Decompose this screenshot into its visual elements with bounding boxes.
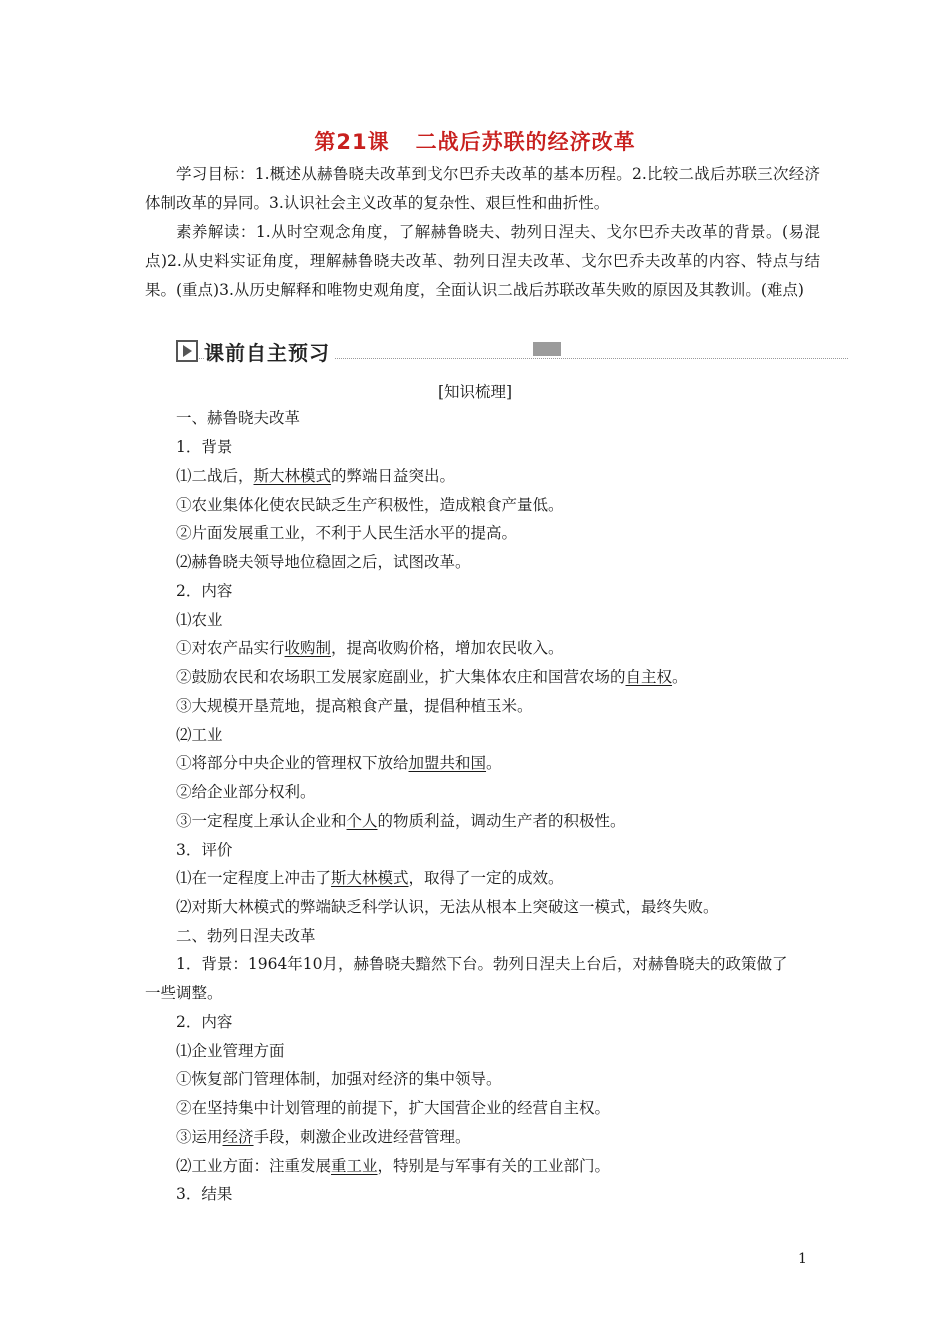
underlined-term: 斯大林模式 — [253, 467, 332, 485]
text-line: ⑵赫鲁晓夫领导地位稳固之后，试图改革。 — [176, 553, 471, 571]
underlined-term: 斯大林模式 — [331, 869, 409, 887]
text-paragraph: 1．背景：1964年10月，赫鲁晓夫黯然下台。勃列日涅夫上台后，对赫鲁晓夫的政策做了一些调整。 — [145, 955, 788, 1002]
underlined-term: 重工业 — [331, 1157, 378, 1175]
knowledge-heading: [知识梳理] — [437, 383, 513, 401]
literacy-interpretation: 素养解读：1.从时空观念角度，了解赫鲁晓夫、勃列日涅夫、戈尔巴乔夫改革的背景。(易混点)2.从史料实证角度，理解赫鲁晓夫改革、勃列日涅夫改革、戈尔巴乔夫改革的内容、特点与结果。(重点)3.从历史解释和唯物史观角度，全面认识二战后苏联改革失败的原因及其教训。(难点) — [145, 223, 820, 299]
heading-brezhnev: 二、勃列日涅夫改革 — [176, 927, 316, 945]
underlined-term: 收购制 — [284, 639, 332, 657]
text-line: ⑴二战后，斯大林模式的弊端日益突出。 — [176, 467, 456, 485]
subheading-enterprise: ⑴企业管理方面 — [176, 1042, 285, 1060]
text-line: ①恢复部门管理体制，加强对经济的集中领导。 — [176, 1070, 502, 1088]
text-line: ②在坚持集中计划管理的前提下，扩大国营企业的经营自主权。 — [176, 1099, 611, 1117]
text-line: ⑴在一定程度上冲击了斯大林模式，取得了一定的成效。 — [176, 869, 564, 887]
heading-result: 3．结果 — [176, 1185, 233, 1203]
underlined-term: 自主权 — [625, 668, 673, 686]
lesson-number: 第21课 — [314, 130, 390, 154]
lesson-name: 二战后苏联的经济改革 — [415, 130, 636, 154]
subheading-industry: ⑵工业 — [176, 726, 223, 744]
heading-khrushchev: 一、赫鲁晓夫改革 — [176, 409, 301, 427]
heading-evaluation: 3．评价 — [176, 841, 233, 859]
text-line: ③运用经济手段，刺激企业改进经营管理。 — [176, 1128, 471, 1146]
page-number: 1 — [798, 1251, 807, 1267]
text-line: ①农业集体化使农民缺乏生产积极性，造成粮食产量低。 — [176, 496, 564, 514]
arrow-icon — [176, 340, 198, 362]
section-banner — [176, 336, 848, 366]
banner-label: 课前自主预习 — [204, 337, 334, 366]
text-line: ⑵工业方面：注重发展重工业，特别是与军事有关的工业部门。 — [176, 1157, 611, 1175]
text-line: ②片面发展重工业，不利于人民生活水平的提高。 — [176, 524, 518, 542]
text-line: ③大规模开垦荒地，提高粮食产量，提倡种植玉米。 — [176, 697, 533, 715]
heading-content: 2．内容 — [176, 1013, 233, 1031]
text-line: ①对农产品实行收购制，提高收购价格，增加农民收入。 — [176, 639, 564, 657]
banner-bar — [533, 342, 561, 356]
learning-goals: 学习目标：1.概述从赫鲁晓夫改革到戈尔巴乔夫改革的基本历程。2.比较二战后苏联三次经济体制改革的异同。3.认识社会主义改革的复杂性、艰巨性和曲折性。 — [145, 165, 820, 212]
text-line: ①将部分中央企业的管理权下放给加盟共和国。 — [176, 754, 502, 772]
subheading-agriculture: ⑴农业 — [176, 611, 223, 629]
underlined-term: 个人 — [346, 812, 378, 830]
lesson-title — [0, 126, 950, 156]
heading-background: 1．背景 — [176, 438, 233, 456]
text-line: ②给企业部分权利。 — [176, 783, 316, 801]
text-line: ⑵对斯大林模式的弊端缺乏科学认识，无法从根本上突破这一模式，最终失败。 — [176, 898, 719, 916]
underlined-term: 经济 — [222, 1128, 254, 1146]
text-line: ②鼓励农民和农场职工发展家庭副业，扩大集体农庄和国营农场的自主权。 — [176, 668, 688, 686]
text-line: ③一定程度上承认企业和个人的物质利益，调动生产者的积极性。 — [176, 812, 626, 830]
underlined-term: 加盟共和国 — [408, 754, 487, 772]
heading-content: 2．内容 — [176, 582, 233, 600]
